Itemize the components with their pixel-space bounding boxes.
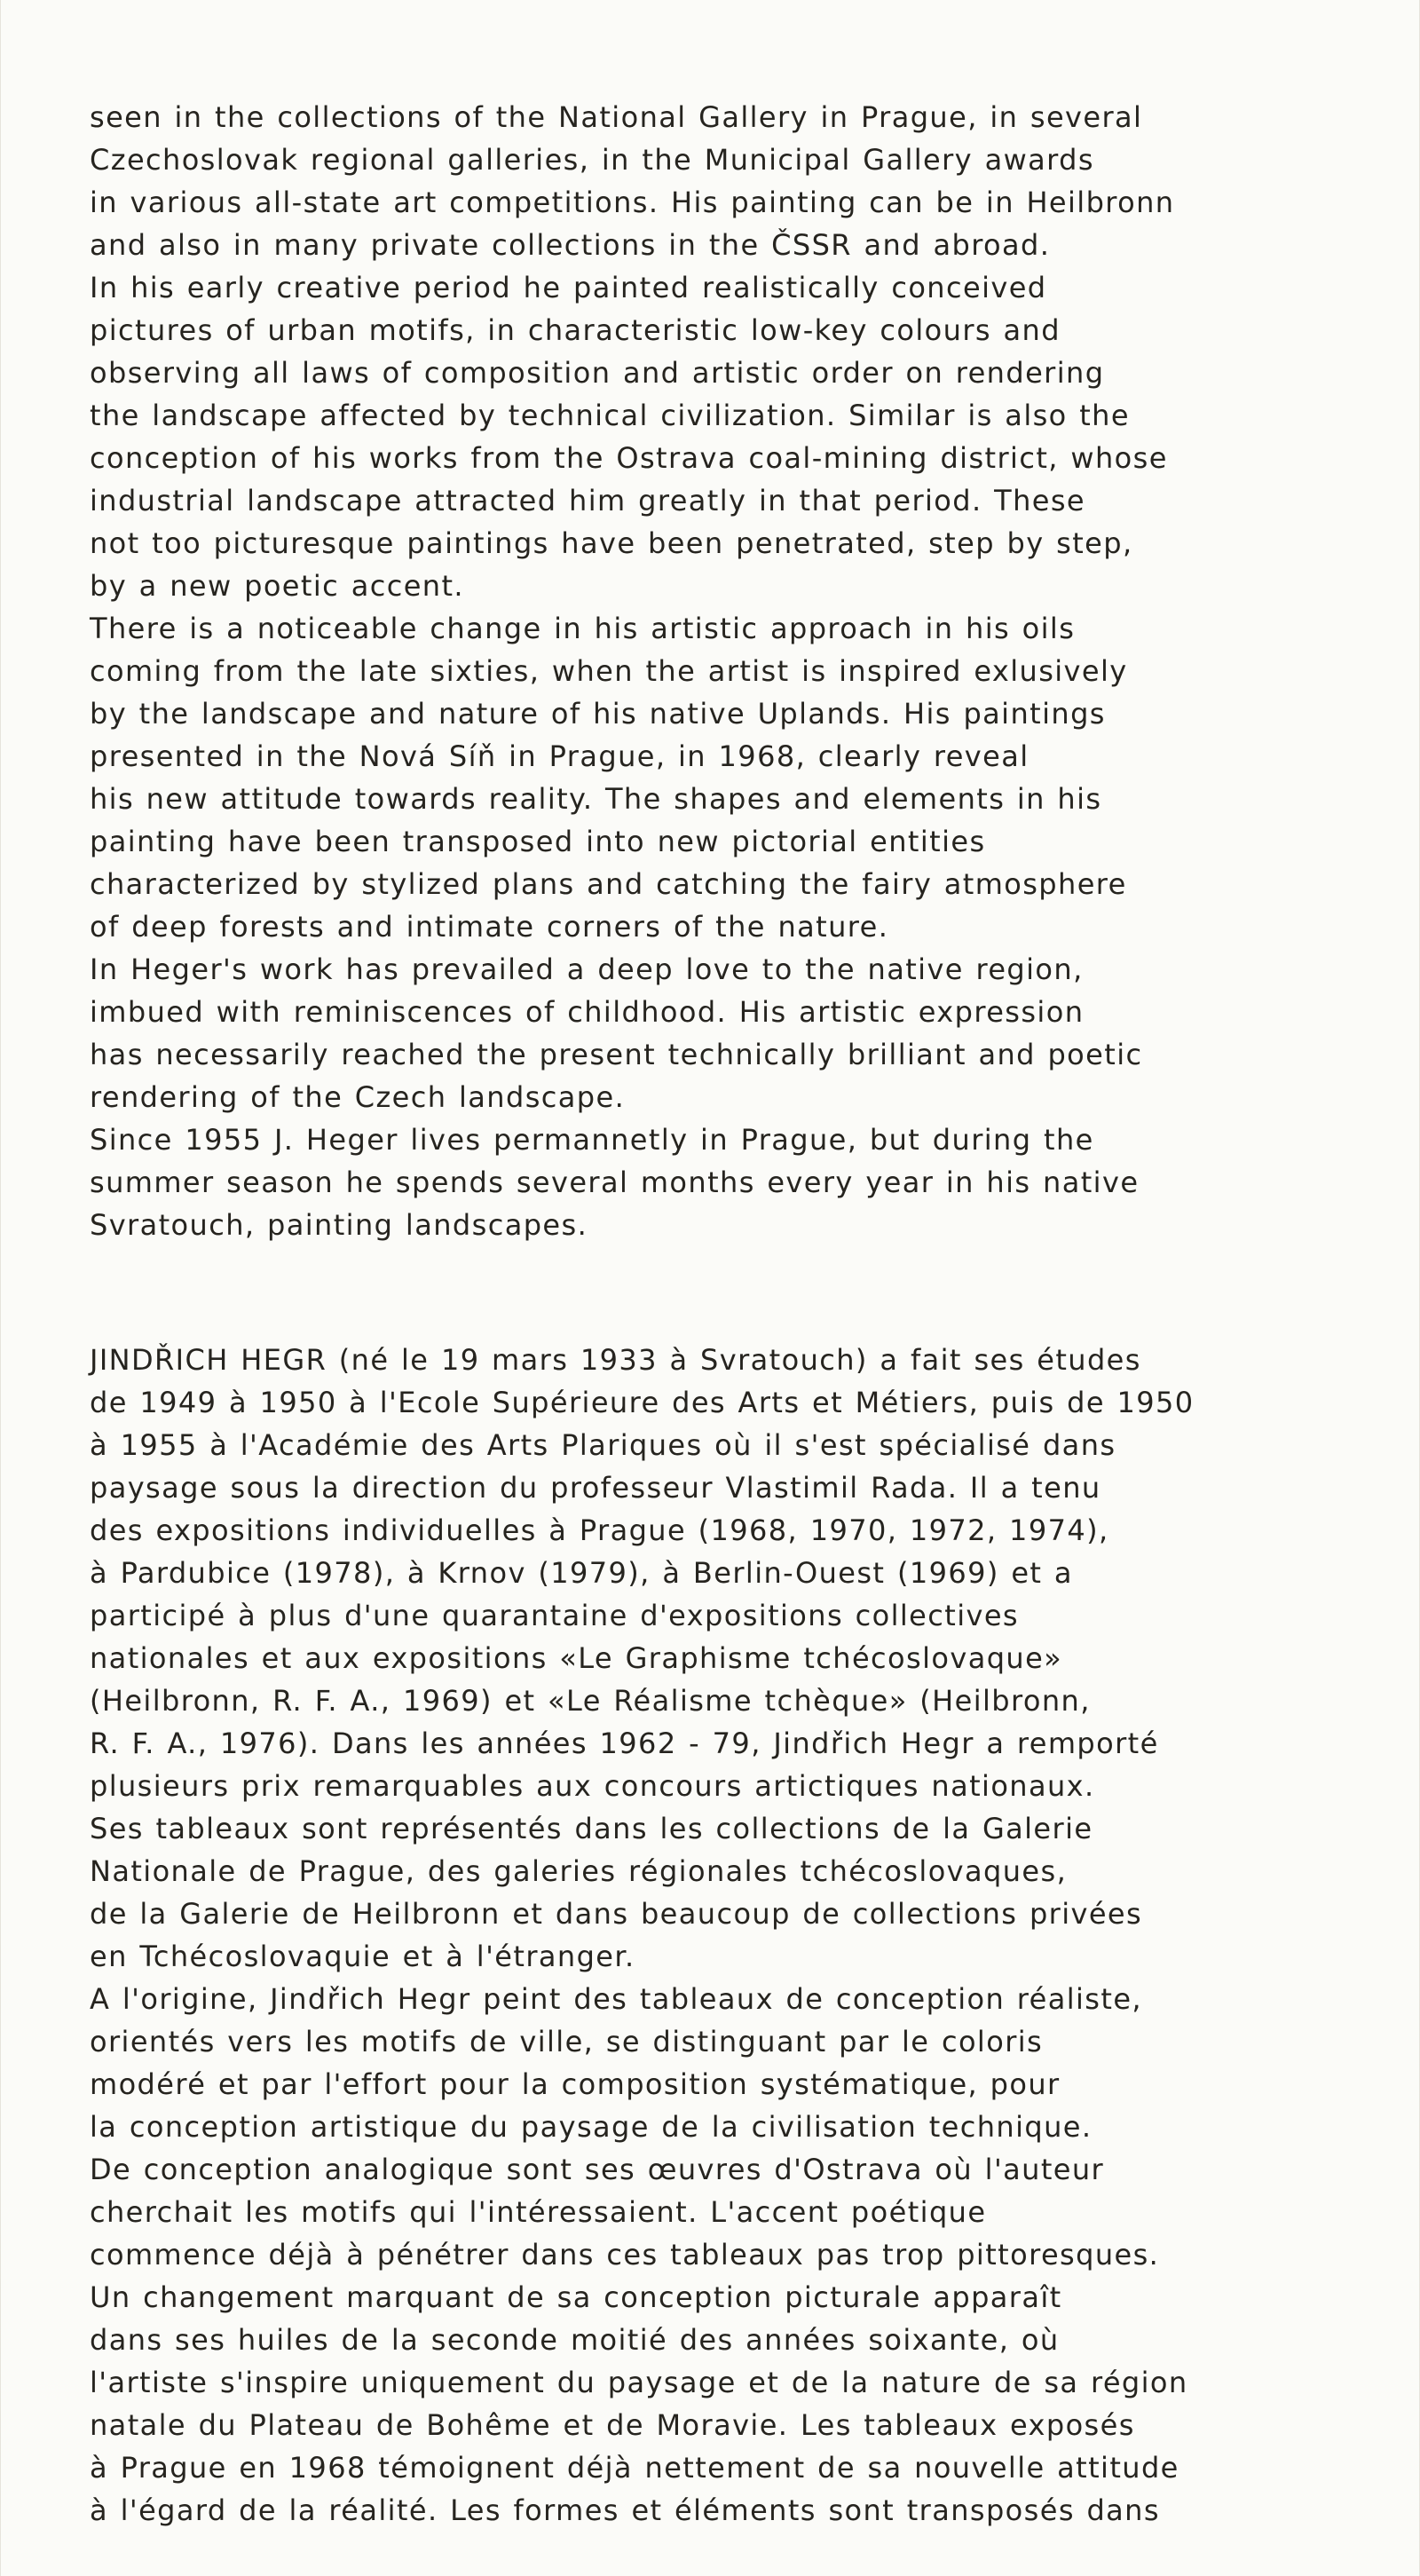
french-text-line: cherchait les motifs qui l'intéressaient. L'accent poétique [90,2195,987,2229]
french-text-line: plusieurs prix remarquables aux concours artictiques nationaux. [90,1769,1095,1803]
english-text-line: Czechoslovak regional galleries, in the Municipal Gallery awards [90,143,1094,177]
english-text-line: industrial landscape attracted him greatly in that period. These [90,484,1086,518]
french-text-line: à Pardubice (1978), à Krnov (1979), à Berlin-Ouest (1969) et a [90,1556,1073,1590]
french-text-line: natale du Plateau de Bohême et de Moravie. Les tableaux exposés [90,2408,1135,2442]
french-text-line: de 1949 à 1950 à l'Ecole Supérieure des Arts et Métiers, puis de 1950 [90,1386,1195,1419]
french-text-line: JINDŘICH HEGR (né le 19 mars 1933 à Svratouch) a fait ses études [90,1343,1141,1377]
french-text-line: Ses tableaux sont représentés dans les collections de la Galerie [90,1812,1093,1845]
english-text-line: rendering of the Czech landscape. [90,1080,626,1114]
french-text-line: Un changement marquant de sa conception picturale apparaît [90,2280,1062,2314]
french-text-line: participé à plus d'une quarantaine d'expositions collectives [90,1599,1019,1632]
french-text-line: dans ses huiles de la seconde moitié des années soixante, où [90,2323,1060,2357]
french-text-line: à Prague en 1968 témoignent déjà nettement de sa nouvelle attitude [90,2451,1179,2485]
english-text-block [90,96,1368,1246]
english-text-line: conception of his works from the Ostrava coal-mining district, whose [90,441,1168,475]
french-text-line: commence déjà à pénétrer dans ces tableaux pas trop pittoresques. [90,2238,1160,2272]
english-text-line: and also in many private collections in the ČSSR and abroad. [90,228,1051,262]
french-text-block [90,1339,1368,2532]
english-text-line: of deep forests and intimate corners of the nature. [90,910,889,944]
french-text-line: à 1955 à l'Académie des Arts Plariques où il s'est spécialisé dans [90,1428,1116,1462]
english-text-line: observing all laws of composition and artistic order on rendering [90,356,1105,390]
english-text-line: In his early creative period he painted realistically conceived [90,271,1047,304]
french-text-line: Nationale de Prague, des galeries régionales tchécoslovaques, [90,1854,1068,1888]
english-text-line: by the landscape and nature of his native Uplands. His paintings [90,697,1106,731]
english-text-line: has necessarily reached the present technically brilliant and poetic [90,1038,1143,1071]
french-text-line: à l'égard de la réalité. Les formes et éléments sont transposés dans [90,2493,1160,2527]
french-text-line: orientés vers les motifs de ville, se distinguant par le coloris [90,2025,1044,2058]
english-text-line: his new attitude towards reality. The shapes and elements in his [90,782,1102,816]
english-text-line: Since 1955 J. Heger lives permannetly in Prague, but during the [90,1123,1094,1157]
english-text-line: There is a noticeable change in his artistic approach in his oils [90,612,1076,645]
english-text-line: by a new poetic accent. [90,569,464,603]
french-text-line: modéré et par l'effort pour la composition systématique, pour [90,2067,1061,2101]
english-text-line: the landscape affected by technical civilization. Similar is also the [90,399,1130,432]
english-text-line: coming from the late sixties, when the artist is inspired exlusively [90,654,1128,688]
english-text-line: pictures of urban motifs, in characteristic low-key colours and [90,313,1061,347]
english-text-line: seen in the collections of the National Gallery in Prague, in several [90,100,1143,134]
english-text-line: imbued with reminiscences of childhood. His artistic expression [90,995,1085,1029]
french-text-line: R. F. A., 1976). Dans les années 1962 - 79, Jindřich Hegr a remporté [90,1727,1159,1760]
english-text-line: Svratouch, painting landscapes. [90,1208,588,1242]
french-text-line: A l'origine, Jindřich Hegr peint des tableaux de conception réaliste, [90,1982,1142,2016]
french-text-line: l'artiste s'inspire uniquement du paysage et de la nature de sa région [90,2366,1188,2399]
english-text-line: summer season he spends several months every year in his native [90,1166,1140,1199]
english-text-line: In Heger's work has prevailed a deep love to the native region, [90,952,1084,986]
french-text-line: en Tchécoslovaquie et à l'étranger. [90,1940,635,1973]
english-text-line: in various all-state art competitions. His painting can be in Heilbronn [90,186,1175,219]
french-text-line: De conception analogique sont ses œuvres d'Ostrava où l'auteur [90,2153,1105,2186]
english-text-line: not too picturesque paintings have been penetrated, step by step, [90,526,1133,560]
english-text-line: presented in the Nová Síň in Prague, in 1968, clearly reveal [90,739,1030,773]
english-text-line: painting have been transposed into new pictorial entities [90,825,986,858]
english-text-line: characterized by stylized plans and catching the fairy atmosphere [90,867,1127,901]
french-text-line: paysage sous la direction du professeur Vlastimil Rada. Il a tenu [90,1471,1101,1505]
french-text-line: des expositions individuelles à Prague (1968, 1970, 1972, 1974), [90,1513,1109,1547]
french-text-line: nationales et aux expositions «Le Graphisme tchécoslovaque» [90,1641,1063,1675]
french-text-line: de la Galerie de Heilbronn et dans beaucoup de collections privées [90,1897,1143,1931]
french-text-line: (Heilbronn, R. F. A., 1969) et «Le Réalisme tchèque» (Heilbronn, [90,1684,1091,1718]
french-text-line: la conception artistique du paysage de la civilisation technique. [90,2110,1093,2144]
